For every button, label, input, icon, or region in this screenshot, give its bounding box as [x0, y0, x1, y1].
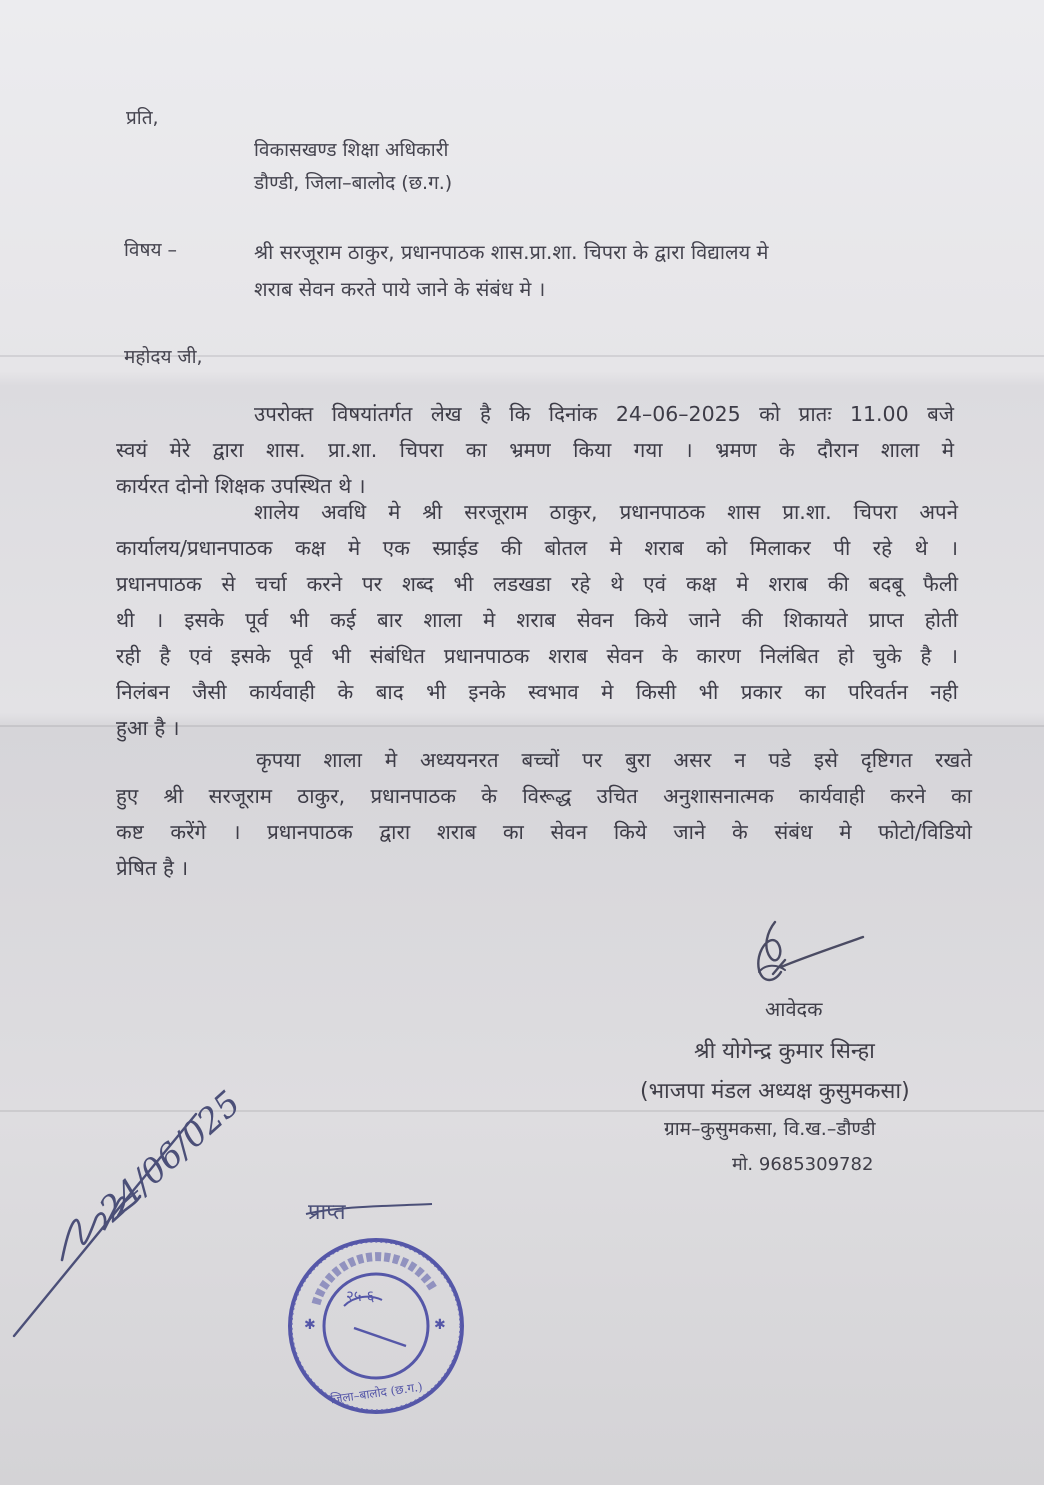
paragraph-line: कष्ट करेंगे । प्रधानपाठक द्वारा शराब का सेवन किये जाने के संबंध मे फोटो/विडियो — [116, 820, 972, 844]
paragraph-2 — [116, 494, 958, 746]
applicant-label: आवेदक — [765, 997, 823, 1021]
paragraph-line: हुए श्री सरजूराम ठाकुर, प्रधानपाठक के विरूद्ध उचित अनुशासनात्मक कार्यवाही करने का — [116, 784, 972, 808]
svg-text:✱: ✱ — [434, 1317, 446, 1333]
recipient-line-1: विकासखण्ड शिक्षा अधिकारी — [254, 139, 449, 161]
subject-line-1: श्री सरजूराम ठाकुर, प्रधानपाठक शास.प्रा.शा. चिपरा के द्वारा विद्यालय मे — [254, 240, 769, 264]
applicant-post: (भाजपा मंडल अध्यक्ष कुसुमकसा) — [640, 1079, 910, 1104]
seal-bottom-text: जिला–बालोद (छ.ग.) — [329, 1379, 424, 1407]
paragraph-line: कार्यालय/प्रधानपाठक कक्ष मे एक स्प्राईड की बोतल मे शराब को मिलाकर पी रहे थे । — [116, 536, 958, 560]
paragraph-line: रही है एवं इसके पूर्व भी संबंधित प्रधानपाठक शराब सेवन के कारण निलंबित हो चुके है । — [116, 644, 958, 668]
paragraph-3 — [116, 742, 972, 886]
svg-text:✱: ✱ — [304, 1317, 316, 1333]
paragraph-line: प्रधानपाठक से चर्चा करने पर शब्द भी लडखडा रहे थे एवं कक्ष मे शराब की बदबू फैली — [116, 572, 958, 596]
subject-line-2: शराब सेवन करते पाये जाने के संबंध मे । — [254, 277, 546, 301]
applicant-signature — [745, 912, 875, 997]
received-note: प्राप्त — [308, 1200, 346, 1225]
paragraph-line: थी । इसके पूर्व भी कई बार शाला मे शराब सेवन किये जाने की शिकायते प्राप्त होती — [116, 608, 958, 632]
applicant-name: श्री योगेन्द्र कुमार सिन्हा — [694, 1039, 875, 1064]
salutation: महोदय जी, — [124, 346, 203, 368]
subject-label: विषय – — [124, 239, 178, 261]
applicant-address: ग्राम–कुसुमकसा, वि.ख.–डौण्डी — [664, 1118, 876, 1140]
handwritten-date: 24/06/025 — [92, 1083, 249, 1230]
office-seal — [284, 1234, 468, 1418]
recipient-line-2: डौण्डी, जिला–बालोद (छ.ग.) — [254, 172, 453, 194]
paragraph-line: उपरोक्त विषयांतर्गत लेख है कि दिनांक 24–06–2025 को प्रातः 11.00 बजे — [254, 402, 954, 426]
seal-center-text: २५-६ — [346, 1287, 375, 1305]
paragraph-line: निलंबन जैसी कार्यवाही के बाद भी इनके स्वभाव मे किसी भी प्रकार का परिवर्तन नही — [116, 680, 958, 704]
paragraph-line: हुआ है । — [116, 716, 180, 740]
paragraph-line: कार्यरत दोनो शिक्षक उपस्थित थे । — [116, 474, 366, 498]
endorsement-stroke — [0, 1100, 260, 1360]
paragraph-line: शालेय अवधि मे श्री सरजूराम ठाकुर, प्रधानपाठक शास प्रा.शा. चिपरा अपने — [254, 500, 958, 524]
received-underline — [300, 1200, 440, 1230]
applicant-mobile: मो. 9685309782 — [732, 1154, 874, 1175]
paragraph-line: प्रेषित है । — [116, 856, 189, 880]
paragraph-1 — [116, 396, 954, 504]
paragraph-line: कृपया शाला मे अध्ययनरत बच्चों पर बुरा असर न पडे इसे दृष्टिगत रखते — [256, 748, 972, 772]
to-label: प्रति, — [126, 107, 159, 129]
paragraph-line: स्वयं मेरे द्वारा शास. प्रा.शा. चिपरा का भ्रमण किया गया । भ्रमण के दौरान शाला मे — [116, 438, 954, 462]
